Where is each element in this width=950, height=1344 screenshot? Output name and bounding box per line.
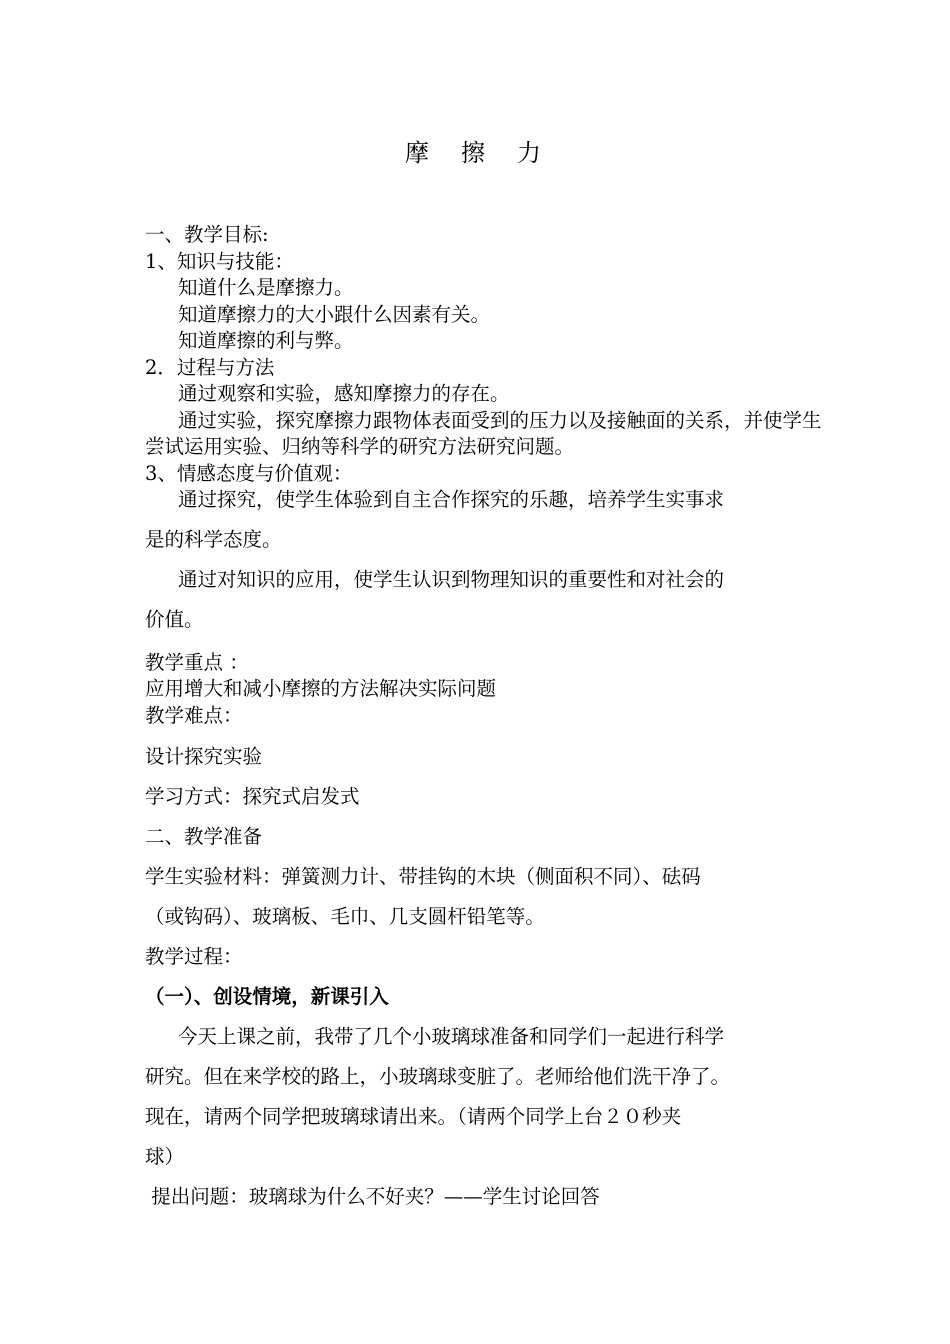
subheading-knowledge-skills: 1、知识与技能： [145, 249, 294, 273]
section-heading-preparation: 二、教学准备 [145, 825, 263, 848]
paragraph: 知道摩擦力的大小跟什么因素有关。 [178, 302, 491, 326]
paragraph: 通过观察和实验，感知摩擦力的存在。 [178, 382, 510, 405]
paragraph: 研究。但在来学校的路上，小玻璃球变脏了。老师给他们洗干净了。 [145, 1065, 731, 1088]
paragraph: 知道什么是摩擦力。 [178, 276, 354, 299]
paragraph: 应用增大和减小摩擦的方法解决实际问题 [145, 677, 497, 700]
paragraph: 学生实验材料：弹簧测力计、带挂钩的木块（侧面积不同）、砝码 [145, 865, 701, 888]
paragraph: 设计探究实验 [145, 745, 263, 768]
paragraph: 今天上课之前，我带了几个小玻璃球准备和同学们一起进行科学 [178, 1025, 725, 1048]
paragraph: 提出问题：玻璃球为什么不好夹？——学生讨论回答 [145, 1185, 600, 1208]
paragraph: 学习方式：探究式启发式 [145, 785, 360, 808]
subheading-process-methods: 2．过程与方法 [145, 355, 275, 379]
label-key-points: 教学重点 ： [145, 650, 249, 674]
section-heading-objectives: 一、教学目标: [145, 223, 269, 246]
paragraph: 通过实验，探究摩擦力跟物体表面受到的压力以及接触面的关系，并使学生尝试运用实验、归纳等科学的研究方法研究问题。 [145, 408, 822, 458]
paragraph: 知道摩擦的利与弊。 [178, 329, 354, 352]
paragraph: 通过对知识的应用，使学生认识到物理知识的重要性和对社会的 [178, 567, 725, 591]
label-difficulties: 教学难点： [145, 703, 243, 727]
paragraph: 球） [145, 1145, 185, 1168]
label-teaching-process: 教学过程： [145, 945, 243, 968]
paragraph: 现在，请两个同学把玻璃球请出来。（请两个同学上台２０秒夹 [145, 1105, 682, 1128]
paragraph: 通过探究，使学生体验到自主合作探究的乐趣，培养学生实事求 [178, 488, 725, 511]
subheading-attitudes-values: 3、情感态度与价值观： [145, 461, 353, 485]
paragraph: 是的科学态度。 [145, 527, 282, 551]
subheading-scenario-intro: （一）、创设情境，新课引入 [145, 985, 389, 1008]
paragraph: 价值。 [145, 607, 204, 631]
document-body [145, 222, 835, 1217]
document-title: 摩 擦 力 [405, 139, 545, 167]
paragraph: （或钩码）、玻璃板、毛巾、几支圆杆铅笔等。 [145, 905, 545, 928]
